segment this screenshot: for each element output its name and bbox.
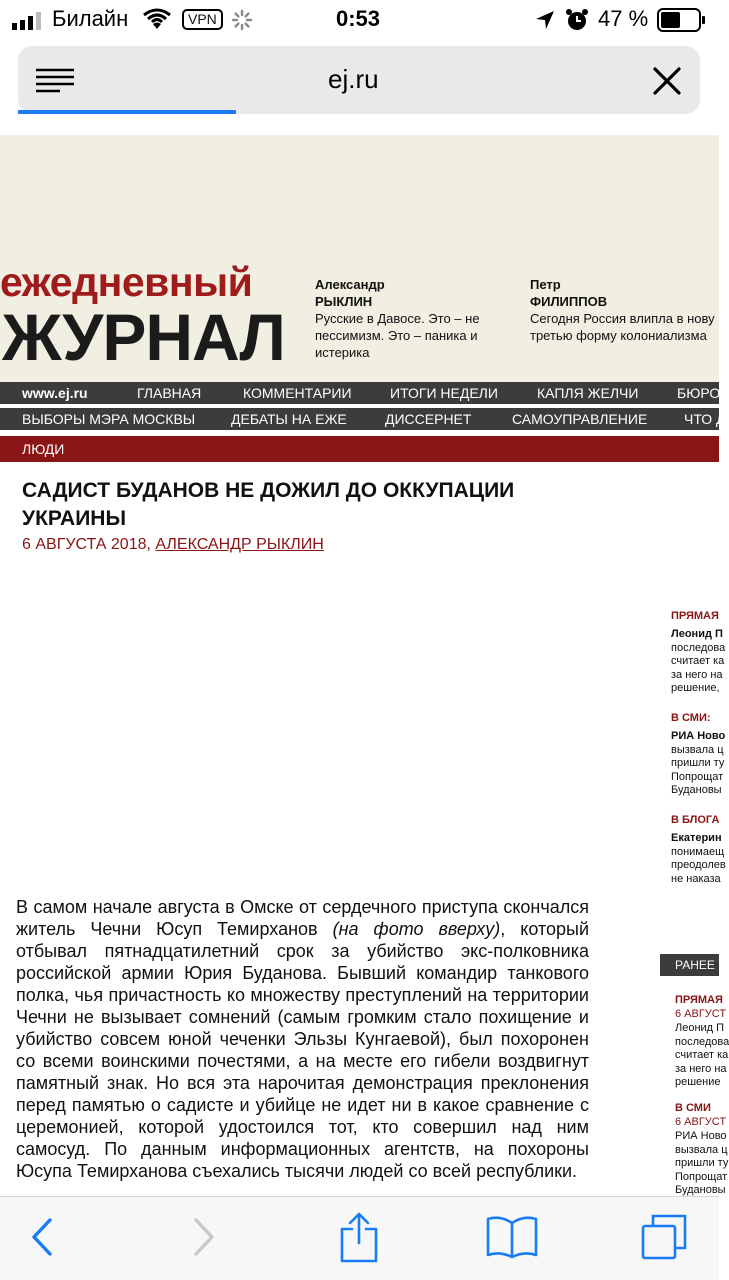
article-text: , который отбывал пятнадцатилетний срок за убийство экс-полковника российской армии Юрия Буданова. Бывший командир танкового полка, чья причастность ко множеству преступлений на территории Чечни не вызывает сомнений (самым громким стало похищение и убийство совсем юной чеченки Эльзы Кунгаевой), был похоронен со всеми воинскими почестями, а на месте его гибели воздвигнут памятный знак. Но вся эта нарочитая демонстрация преклонения перед памятью о садисте и убийце не идет ни в какое сравнение с церемонией, которой удостоился тот, кто совершил над ним самосуд. По данным информационных агентств, на похороны Юсупа Темирханова съехались тысячи людей со всей республики. (16, 919, 590, 1181)
rc-line: Будановы (671, 784, 722, 796)
url-text[interactable]: ej.ru (328, 64, 379, 94)
tabs-icon (640, 1213, 688, 1266)
section-label[interactable]: ЛЮДИ (22, 441, 65, 457)
rc-line: решение (675, 1076, 721, 1088)
article-image-placeholder (16, 570, 589, 880)
rc-line: вызвала ц (671, 743, 724, 756)
battery-percent: 47 % (598, 6, 649, 31)
rc-block-text[interactable] (675, 1130, 728, 1198)
rc-block-text[interactable] (671, 628, 725, 696)
forward-button[interactable] (176, 1211, 232, 1267)
featured-author-1[interactable] (315, 276, 515, 361)
featured-author-2[interactable] (530, 276, 719, 344)
author-first-name: Александр (315, 277, 385, 292)
photo-caption-ref: (на фото вверху) (332, 919, 501, 939)
earlier-tab[interactable]: РАНЕЕ В (660, 954, 719, 976)
address-bar[interactable] (18, 46, 700, 114)
author-first-name: Петр (530, 277, 561, 292)
clock: 0:53 (336, 6, 381, 31)
nav-item-what[interactable]: ЧТО Д (684, 411, 726, 427)
rc-line: Леонид П (675, 1022, 725, 1034)
forward-icon (192, 1218, 216, 1261)
rc-line: не наказа (671, 872, 721, 885)
rc-block-text[interactable] (671, 832, 726, 886)
author-teaser-line: истерика (315, 345, 370, 360)
rc-line: за него на (675, 1062, 727, 1075)
article-body (16, 896, 589, 1182)
nav-item-mayor-elections[interactable]: ВЫБОРЫ МЭРА МОСКВЫ (22, 411, 196, 427)
rc-block-head[interactable]: В СМИ: (671, 712, 711, 724)
nav-item-dissernet[interactable]: ДИССЕРНЕТ (385, 411, 472, 427)
logo-line2[interactable]: ЖУРНАЛ (2, 300, 285, 374)
rc-line: Екатерин (671, 832, 722, 844)
rc-line: РИА Ново (671, 730, 726, 742)
right-column-archive (670, 990, 729, 1196)
rc-line: пришли ту (675, 1157, 729, 1169)
wifi-icon (143, 9, 171, 36)
article-meta (22, 536, 324, 554)
share-button[interactable] (331, 1211, 387, 1267)
bookmarks-icon (486, 1215, 538, 1264)
rc-line: пришли ту (671, 757, 725, 769)
author-teaser-line: Русские в Давосе. Это – не (315, 311, 480, 326)
rc-block-head[interactable]: ПРЯМАЯ (675, 994, 723, 1006)
section-bar (0, 436, 719, 462)
location-icon (535, 10, 555, 35)
browser-toolbar (0, 1196, 719, 1280)
rc-line: последова (671, 641, 726, 654)
rc-line: вызвала ц (675, 1143, 728, 1156)
article-title-line: САДИСТ БУДАНОВ НЕ ДОЖИЛ ДО ОККУПАЦИИ (22, 479, 515, 502)
main-nav (0, 382, 719, 404)
rc-block-head[interactable]: В БЛОГА (671, 814, 720, 826)
nav-item-bile[interactable]: КАПЛЯ ЖЕЛЧИ (537, 385, 639, 401)
nav-item-comments[interactable]: КОММЕНТАРИИ (243, 385, 352, 401)
article-author-link[interactable]: АЛЕКСАНДР РЫКЛИН (155, 536, 324, 553)
rc-line: последова (675, 1035, 729, 1048)
rc-line: Попрощат (671, 770, 724, 783)
rc-block-date: 6 АВГУСТ (675, 1116, 727, 1128)
article-date: 6 АВГУСТА 2018, (22, 536, 151, 553)
nav-item-self-government[interactable]: САМОУПРАВЛЕНИЕ (512, 411, 648, 427)
rc-line: решение, (671, 682, 720, 694)
article-title-line: УКРАИНЫ (22, 507, 127, 530)
battery-icon (657, 8, 707, 37)
bookmarks-button[interactable] (484, 1211, 540, 1267)
author-last-name: РЫКЛИН (315, 294, 373, 309)
rc-line: Леонид П (671, 628, 723, 640)
tabs-button[interactable] (636, 1211, 692, 1267)
loading-spinner-icon (231, 9, 253, 36)
rc-line: Будановы (675, 1184, 726, 1196)
author-teaser-line: пессимизм. Это – паника и (315, 328, 478, 343)
carrier-name: Билайн (52, 6, 129, 31)
back-icon (30, 1218, 54, 1261)
vpn-badge: VPN (182, 9, 223, 30)
secondary-nav (0, 408, 726, 430)
rc-line: считает ка (675, 1049, 729, 1061)
article-title (22, 477, 582, 533)
nav-item-week-results[interactable]: ИТОГИ НЕДЕЛИ (390, 385, 498, 401)
signal-icon (12, 12, 46, 30)
logo-line1[interactable]: ежедневный (0, 259, 253, 305)
nav-item-debates[interactable]: ДЕБАТЫ НА ЕЖЕ (231, 411, 347, 427)
nav-item-home[interactable]: ГЛАВНАЯ (137, 385, 202, 401)
share-icon (339, 1211, 379, 1268)
status-bar (0, 0, 719, 40)
reader-icon[interactable] (36, 68, 76, 99)
rc-block-date: 6 АВГУСТ (675, 1008, 727, 1020)
article-text: В самом начале августа в Омске от сердечного приступа скончался житель Чечни Юсуп Темирханов (16, 897, 589, 939)
close-icon[interactable] (652, 66, 682, 101)
rc-line: Попрощат (675, 1170, 728, 1183)
nav-site-url[interactable]: www.ej.ru (22, 385, 88, 401)
rc-line: за него на (671, 668, 723, 681)
alarm-icon (565, 8, 589, 37)
rc-line: РИА Ново (675, 1130, 727, 1142)
rc-line: преодолев (671, 859, 726, 871)
author-last-name: ФИЛИППОВ (530, 294, 608, 309)
rc-line: понимаещ (671, 845, 725, 858)
rc-block-text[interactable] (675, 1022, 729, 1090)
nav-item-bureau[interactable]: БЮРО (677, 385, 721, 401)
author-teaser-line: Сегодня Россия влипла в нову (530, 311, 715, 326)
author-teaser-line: третью форму колониализма (530, 328, 707, 343)
rc-block-head[interactable]: В СМИ (675, 1102, 711, 1114)
back-button[interactable] (14, 1211, 70, 1267)
rc-line: считает ка (671, 655, 725, 667)
page-load-progress (18, 110, 236, 114)
rc-block-text[interactable] (671, 730, 725, 798)
rc-block-head[interactable]: ПРЯМАЯ (671, 610, 719, 622)
